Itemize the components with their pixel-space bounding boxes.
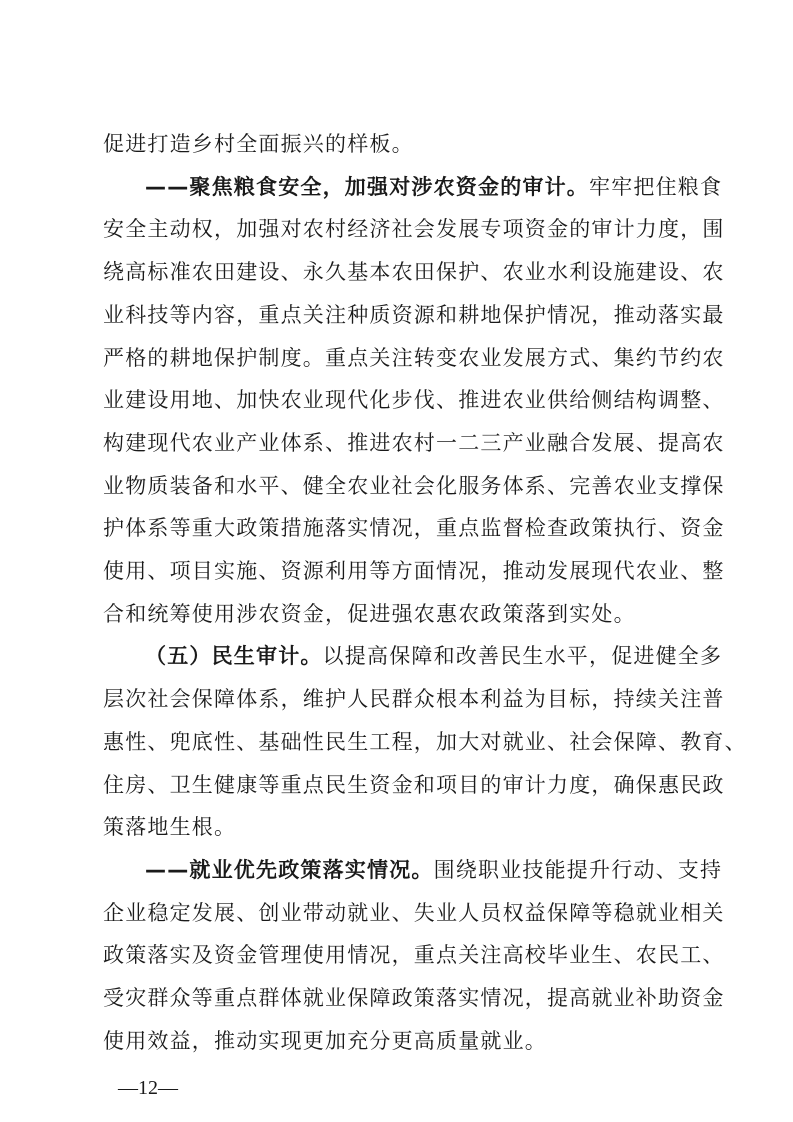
page-number: —12— [118, 1077, 178, 1100]
line-text: 严格的耕地保护制度。重点关注转变农业发展方式、集约节约农 [103, 345, 725, 370]
body-line [103, 382, 725, 418]
body-line [103, 937, 725, 973]
body-line [103, 553, 725, 589]
body-line [103, 724, 747, 760]
body-line [103, 1023, 703, 1059]
body-line [103, 468, 725, 504]
section-heading: ——聚焦粮食安全，加强对涉农资金的审计。 [145, 174, 589, 199]
line-text: 牢牢把住粮食 [589, 174, 723, 199]
line-text: 业物质装备和水平、健全农业社会化服务体系、完善农业支撑保 [103, 473, 725, 498]
line-text: 惠性、兜底性、基础性民生工程，加大对就业、社会保障、教育、 [103, 729, 747, 754]
section-heading-line [145, 852, 723, 888]
line-text: 业建设用地、加快农业现代化步伐、推进农业供给侧结构调整、 [103, 388, 725, 413]
section-heading: （五）民生审计。 [145, 644, 323, 669]
line-text: 以提高保障和改善民生水平，促进健全多 [322, 644, 723, 669]
body-line [103, 596, 703, 632]
line-text: 使用、项目实施、资源利用等方面情况，推动发展现代农业、整 [103, 559, 725, 583]
line-text: 业科技等内容，重点关注种质资源和耕地保护情况，推动落实最 [103, 302, 725, 327]
line-text: 住房、卫生健康等重点民生资金和项目的审计力度，确保惠民政 [103, 772, 725, 797]
line-text: 策落地生根。 [103, 815, 237, 840]
body-line [103, 767, 725, 803]
line-text: 受灾群众等重点群体就业保障政策落实情况，提高就业补助资金 [103, 986, 725, 1010]
body-line [103, 126, 703, 162]
body-line [103, 510, 725, 546]
line-text: 安全主动权，加强对农村经济社会发展专项资金的审计力度，围 [103, 217, 725, 242]
body-line [103, 809, 703, 845]
line-text: 使用效益，推动实现更加充分更高质量就业。 [103, 1028, 547, 1053]
body-line [103, 895, 725, 931]
line-text: 绕高标准农田建设、永久基本农田保护、农业水利设施建设、农 [103, 260, 725, 285]
line-text: 促进打造乡村全面振兴的样板。 [103, 132, 414, 156]
line-text: 构建现代农业产业体系、推进农村一二三产业融合发展、提高农 [103, 430, 725, 455]
body-line [103, 340, 725, 376]
body-line [103, 980, 725, 1016]
line-text: 层次社会保障体系，维护人民群众根本利益为目标，持续关注普 [103, 687, 725, 712]
body-line [103, 681, 725, 717]
line-text: 企业稳定发展、创业带动就业、失业人员权益保障等稳就业相关 [103, 900, 725, 925]
line-text: 护体系等重大政策措施落实情况，重点监督检查政策执行、资金 [103, 516, 725, 541]
line-text: 围绕职业技能提升行动、支持 [433, 857, 723, 882]
section-heading-line [145, 638, 723, 674]
line-text: 合和统筹使用涉农资金，促进强农惠农政策落到实处。 [103, 601, 636, 626]
body-line [103, 425, 725, 461]
body-line [103, 211, 725, 247]
section-heading-line [145, 169, 723, 205]
body-line [103, 297, 725, 333]
line-text: 政策落实及资金管理使用情况，重点关注高校毕业生、农民工、 [103, 943, 725, 968]
body-line [103, 254, 725, 290]
section-heading: ——就业优先政策落实情况。 [145, 857, 434, 882]
